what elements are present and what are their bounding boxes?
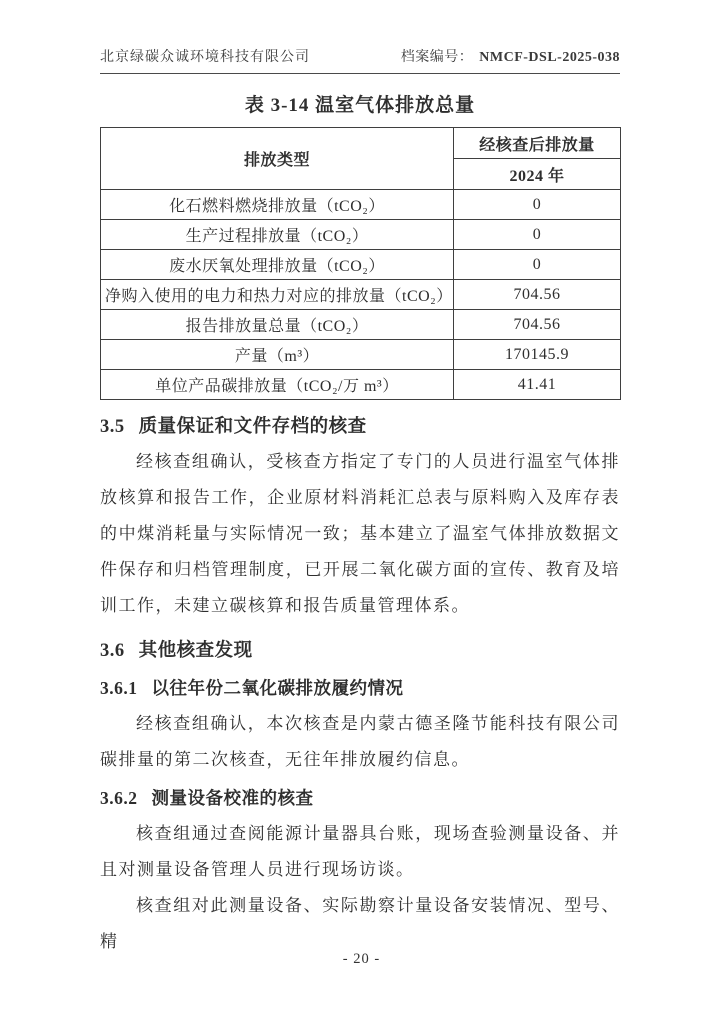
table-row [101,220,621,250]
row-label: 废水厌氧处理排放量（tCO₂） [101,250,454,280]
paragraph-measurement-survey: 核查组对此测量设备、实际勘察计量设备安装情况、型号、精 [100,896,620,951]
row-label: 生产过程排放量（tCO₂） [101,220,454,250]
table-row [101,190,621,220]
row-value: 0 [454,190,621,220]
section-heading-3-6-1 [100,670,620,706]
table-row [101,250,621,280]
file-number-group [401,46,620,66]
section-title: 以往年份二氧化碳排放履约情况 [151,678,404,698]
company-name: 北京绿碳众诚环境科技有限公司 [100,50,310,65]
emission-type-header: 排放类型 [101,128,454,190]
year-header: 2024 年 [454,159,621,190]
row-value: 170145.9 [454,340,621,370]
section-number: 3.6.2 [100,788,138,808]
page-header [100,46,620,74]
section-title: 测量设备校准的核查 [151,788,314,808]
paragraph-measurement-check: 核查组通过查阅能源计量器具台账，现场查验测量设备、并且对测量设备管理人员进行现场访谈。 [100,824,620,879]
file-number-label: 档案编号： [400,50,474,65]
table-caption: 表 3-14 温室气体排放总量 [244,95,476,116]
row-label: 化石燃料燃烧排放量（tCO₂） [101,190,454,220]
section-heading-3-5 [100,410,620,444]
row-value: 0 [454,250,621,280]
row-value: 0 [454,220,621,250]
row-label: 净购入使用的电力和热力对应的排放量（tCO₂） [101,280,454,310]
table-header-row [101,128,621,159]
row-label: 单位产品碳排放量（tCO₂/万 m³） [101,370,454,400]
section-number: 3.5 [100,417,125,437]
table-row [101,340,621,370]
page-number: - 20 - [342,951,381,967]
section-title: 质量保证和文件存档的核查 [138,417,367,437]
row-value: 41.41 [454,370,621,400]
table-row [101,370,621,400]
table-row [101,280,621,310]
paragraph-compliance-history: 经核查组确认，本次核查是内蒙古德圣隆节能科技有限公司碳排量的第二次核查，无往年排放履约信息。 [100,714,620,769]
row-value: 704.56 [454,310,621,340]
paragraph-quality-assurance: 经核查组确认，受核查方指定了专门的人员进行温室气体排放核算和报告工作，企业原材料消耗汇总表与原料购入及库存表的中煤消耗量与实际情况一致；基本建立了温室气体排放数据文件保存和归档管理制度，已开展二氧化碳方面的宣传、教育及培训工作，未建立碳核算和报告质量管理体系。 [100,452,620,615]
section-heading-3-6 [100,634,620,668]
section-heading-3-6-2 [100,780,620,816]
section-number: 3.6 [100,641,125,661]
row-label: 报告排放量总量（tCO₂） [101,310,454,340]
row-value: 704.56 [454,280,621,310]
verified-emission-header: 经核查后排放量 [454,128,621,159]
emissions-table [100,127,621,400]
row-label: 产量（m³） [101,340,454,370]
section-title: 其他核查发现 [138,641,253,661]
table-row [101,310,621,340]
section-number: 3.6.1 [100,678,138,698]
file-number: NMCF-DSL-2025-038 [479,50,620,65]
